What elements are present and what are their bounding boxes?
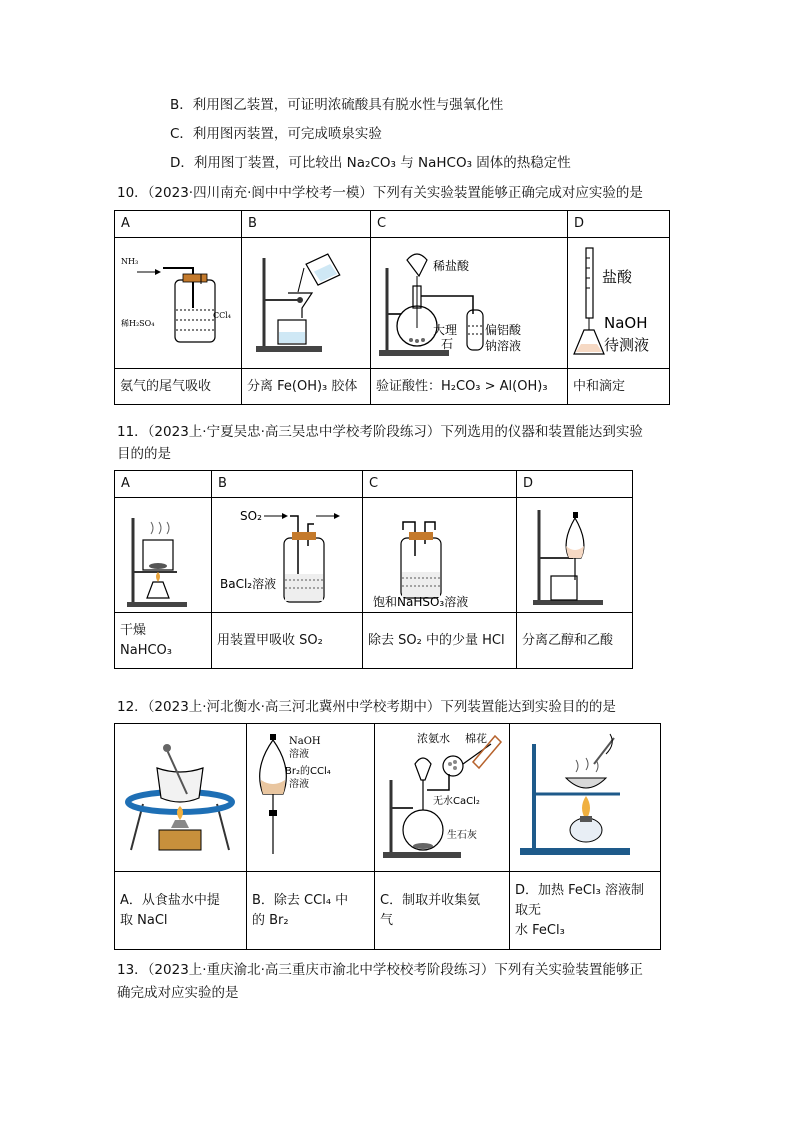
q10-figure-a <box>115 238 242 369</box>
q10d-naoh-label-1: NaOH <box>604 314 648 332</box>
q10-table <box>114 210 670 405</box>
q13-stem-1: 13．（2023上·重庆渝北·高三重庆市渝北中学校校考阶段练习）下列有关实验装置能够正 <box>117 962 643 978</box>
q12b-br2-label-2: 溶液 <box>289 779 309 790</box>
q12-figure-c <box>375 724 510 872</box>
q10-caption-a: 氨气的尾气吸收 <box>115 369 242 405</box>
q10d-naoh-label-2: 待测液 <box>604 336 650 354</box>
q11-table <box>114 470 633 669</box>
q12-caption-b: B．除去 CCl₄ 中 的 Br₂ <box>247 872 375 950</box>
q11-figure-a <box>115 498 212 613</box>
q11-stem-2: 目的的是 <box>117 446 171 462</box>
q11b-so2-label: SO₂ <box>240 509 262 523</box>
q10-figure-b <box>242 238 371 369</box>
q12-table <box>114 723 661 950</box>
q12b-naoh-label-2: 溶液 <box>289 749 309 760</box>
q11-header-b: B <box>212 471 363 498</box>
q10c-naalo2-label-2: 钠溶液 <box>485 339 522 353</box>
q11b-bacl2-label: BaCl₂溶液 <box>220 577 277 591</box>
q10-header-b: B <box>242 211 371 238</box>
q10c-naalo2-label-1: 偏铝酸 <box>485 323 522 337</box>
q10a-ccl4-label: CCl₄ <box>213 311 232 320</box>
q12b-br2-label-1: Br₂的CCl₄ <box>285 766 331 777</box>
q12c-nh3aq-label: 浓氨水 <box>417 732 450 745</box>
q11-caption-d: 分离乙醇和乙酸 <box>517 613 633 669</box>
q10a-nh3-label: NH₃ <box>121 257 139 266</box>
q10-figure-c <box>371 238 568 369</box>
q12c-cao-label: 生石灰 <box>447 830 477 841</box>
q11-caption-a: 干燥 NaHCO₃ <box>115 613 212 669</box>
q10-figure-d <box>568 238 670 369</box>
q10c-marble-label-2: 石 <box>441 337 454 351</box>
q12-figure-d <box>510 724 661 872</box>
q10-caption-d: 中和滴定 <box>568 369 670 405</box>
q10-header-c: C <box>371 211 568 238</box>
q12-caption-c: C．制取并收集氨 气 <box>375 872 510 950</box>
q11-header-d: D <box>517 471 633 498</box>
q10-header-d: D <box>568 211 670 238</box>
q10d-hcl-label: 盐酸 <box>602 268 633 286</box>
q10-stem: 10．（2023·四川南充·阆中中学校考一模）下列有关实验装置能够正确完成对应实验的是 <box>117 185 643 201</box>
q10-caption-b: 分离 Fe(OH)₃ 胶体 <box>242 369 371 405</box>
q13-stem-2: 确完成对应实验的是 <box>117 985 239 1001</box>
q10c-marble-label-1: 大理 <box>433 323 458 337</box>
q11-caption-c: 除去 SO₂ 中的少量 HCl <box>363 613 517 669</box>
q12c-cotton-label: 棉花 <box>465 732 487 745</box>
option-c: C．利用图丙装置，可完成喷泉实验 <box>170 126 382 142</box>
q10-header-a: A <box>115 211 242 238</box>
q11-stem-1: 11．（2023上·宁夏吴忠·高三吴忠中学校考阶段练习）下列选用的仪器和装置能达到实验 <box>117 424 643 440</box>
q11-figure-c <box>363 498 517 613</box>
q12-caption-d: D．加热 FeCl₃ 溶液制取无 水 FeCl₃ <box>510 872 661 950</box>
q11-header-c: C <box>363 471 517 498</box>
option-d: D．利用图丁装置，可比较出 Na₂CO₃ 与 NaHCO₃ 固体的热稳定性 <box>170 155 571 171</box>
option-b: B．利用图乙装置，可证明浓硫酸具有脱水性与强氧化性 <box>170 97 504 113</box>
q12-caption-a: A．从食盐水中提 取 NaCl <box>115 872 247 950</box>
q11-figure-b <box>212 498 363 613</box>
q10-caption-c: 验证酸性：H₂CO₃ > Al(OH)₃ <box>371 369 568 405</box>
q11-figure-d <box>517 498 633 613</box>
q12-figure-b <box>247 724 375 872</box>
q12b-naoh-label-1: NaOH <box>289 736 321 747</box>
q10c-hcl-label: 稀盐酸 <box>433 259 470 273</box>
q12-figure-a <box>115 724 247 872</box>
q11c-nahso3-label: 饱和NaHSO₃溶液 <box>373 595 469 609</box>
q12c-cacl2-label: 无水CaCl₂ <box>433 796 480 807</box>
q11-header-a: A <box>115 471 212 498</box>
q11-caption-b: 用装置甲吸收 SO₂ <box>212 613 363 669</box>
q10a-h2so4-label: 稀H₂SO₄ <box>121 319 155 328</box>
q12-stem: 12．（2023上·河北衡水·高三河北冀州中学校考期中）下列装置能达到实验目的的是 <box>117 699 616 715</box>
